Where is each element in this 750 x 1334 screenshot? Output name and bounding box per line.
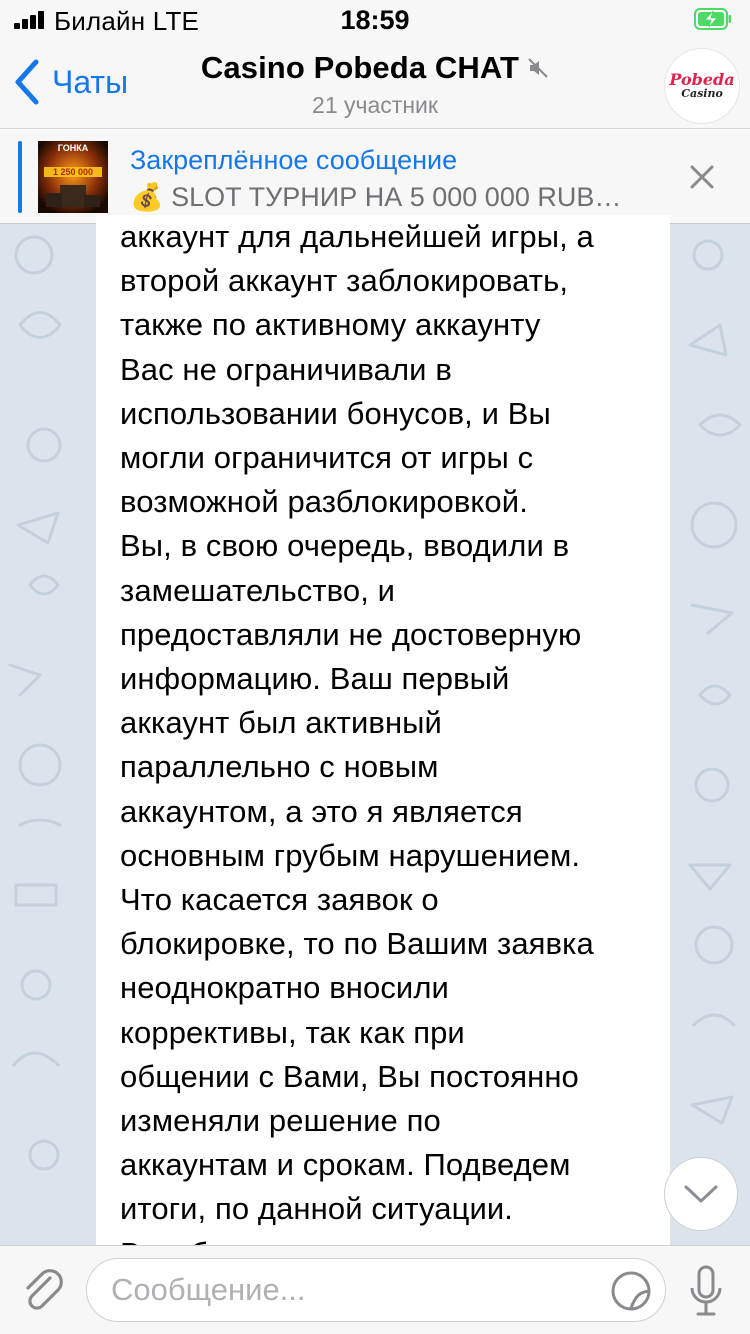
message-line: аккаунтам и срокам. Подведем <box>120 1147 571 1183</box>
carrier-label: Билайн LTE <box>54 6 200 36</box>
message-line: возможной разблокировкой. <box>120 484 528 520</box>
chat-title-area[interactable] <box>160 50 590 119</box>
mute-icon <box>527 57 549 79</box>
status-bar <box>0 0 750 40</box>
pinned-accent-line <box>18 141 22 213</box>
message-text <box>120 215 650 1276</box>
message-line: общении с Вами, Вы постоянно <box>120 1058 579 1094</box>
sticker-icon[interactable] <box>610 1270 652 1312</box>
battery-charging-icon <box>694 8 732 30</box>
message-line: использовании бонусов, и Вы <box>120 395 551 431</box>
message-line: основным грубым нарушением. <box>120 837 581 873</box>
pinned-message-bar[interactable] <box>0 128 750 224</box>
message-line: Что касается заявок о <box>120 882 439 918</box>
message-line: аккаунт для дальнейшей игры, а <box>120 219 594 254</box>
back-button[interactable] <box>12 52 152 112</box>
chat-header <box>0 40 750 128</box>
chat-avatar[interactable] <box>664 48 740 124</box>
message-line: параллельно с новым <box>120 749 439 785</box>
message-line: коррективы, так как при <box>120 1014 465 1050</box>
message-bubble[interactable] <box>96 215 670 1255</box>
chevron-down-icon <box>683 1184 719 1204</box>
scroll-to-bottom-button[interactable] <box>664 1157 738 1231</box>
message-line: второй аккаунт заблокировать, <box>120 263 569 299</box>
chat-title: Casino Pobeda CHAT <box>200 50 520 85</box>
message-line: также по активному аккаунту <box>120 307 541 343</box>
pinned-title: Закреплённое сообщение <box>130 145 458 175</box>
pinned-thumb-amount: 1 250 000 <box>52 167 94 177</box>
message-line: информацию. Ваш первый <box>120 661 510 697</box>
pinned-thumbnail <box>38 141 108 213</box>
message-line: аккаунт был активный <box>120 705 442 741</box>
pinned-thumb-title: ГОНКА <box>57 143 89 153</box>
message-line: итоги, по данной ситуации. <box>120 1191 513 1227</box>
message-line: предоставляли не достоверную <box>120 616 582 652</box>
back-label: Чаты <box>52 63 129 100</box>
chevron-left-icon <box>12 58 42 106</box>
message-line: блокировке, то по Вашим заявка <box>120 926 594 962</box>
avatar-logo-subtext: Casino <box>681 87 723 100</box>
avatar-logo-text: Pobeda <box>669 70 735 89</box>
message-line: Вас не ограничивали в <box>120 351 452 387</box>
microphone-icon[interactable] <box>688 1264 724 1318</box>
message-composer <box>0 1245 750 1334</box>
pinned-preview-text: 💰 SLOT ТУРНИР НА 5 000 000 RUB… <box>130 182 622 212</box>
chat-member-count: 21 участник <box>312 92 438 118</box>
message-line: аккаунтом, а это я является <box>120 793 523 829</box>
paperclip-icon[interactable] <box>20 1266 66 1316</box>
message-line: Вы, в свою очередь, вводили в <box>120 528 570 564</box>
message-line: неоднократно вносили <box>120 970 449 1006</box>
status-time: 18:59 <box>340 5 410 35</box>
message-line: замешательство, и <box>120 572 396 608</box>
message-input[interactable] <box>86 1258 666 1322</box>
message-line: могли ограничится от игры с <box>120 440 534 476</box>
message-line: изменяли решение по <box>120 1103 441 1139</box>
chat-message-list[interactable] <box>0 219 750 1245</box>
close-icon[interactable] <box>688 163 716 191</box>
